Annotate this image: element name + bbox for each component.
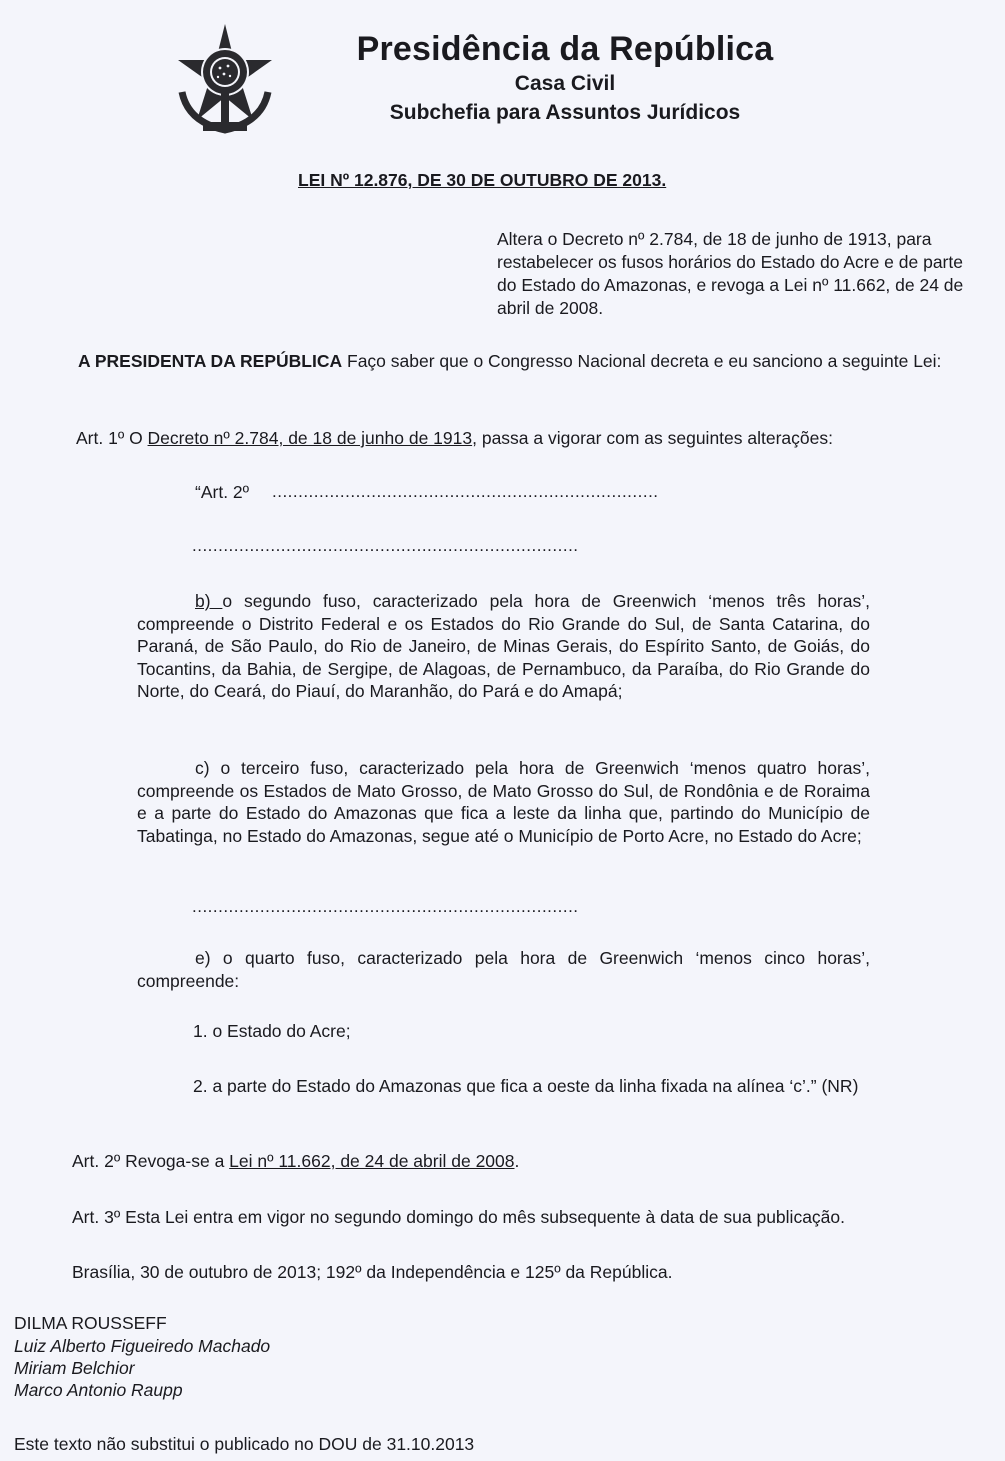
brazil-coat-of-arms-icon	[168, 22, 282, 136]
article-2-prefix: Art. 2º Revoga-se a	[72, 1151, 230, 1171]
preamble-text: Faço saber que o Congresso Nacional decreta e eu sanciono a seguinte Lei:	[342, 351, 942, 371]
subdepartment-name: Subchefia para Assuntos Jurídicos	[389, 101, 741, 124]
article-2	[72, 1151, 519, 1172]
department-name: Casa Civil	[514, 72, 616, 95]
minister-signature: Miriam Belchior	[14, 1358, 135, 1378]
item-b-label: b)	[195, 591, 223, 611]
item-e-sub-1: 1. o Estado do Acre;	[193, 1021, 351, 1041]
page-title: Presidência da República	[356, 30, 774, 68]
footer-note: Este texto não substitui o publicado no DOU de 31.10.2013	[14, 1434, 475, 1454]
quoted-art-2-label: “Art. 2º	[195, 482, 250, 502]
revoked-law-link[interactable]: Lei nº 11.662, de 24 de abril de 2008	[229, 1151, 515, 1171]
ellipsis-line: ..........................................................................	[272, 482, 659, 501]
ementa: Altera o Decreto nº 2.784, de 18 de junho de 1913, para restabelecer os fusos horários do Estado do Acre e de parte do Estado do Amazonas, e revoga a Lei nº 11.662, de 24 de abril de 2008.	[497, 229, 964, 318]
preamble	[20, 350, 993, 373]
article-1-prefix: Art. 1º O	[76, 428, 148, 448]
article-1-suffix: , passa a vigorar com as seguintes alterações:	[472, 428, 833, 448]
decree-link[interactable]: Decreto nº 2.784, de 18 de junho de 1913	[147, 428, 473, 448]
minister-signature: Luiz Alberto Figueiredo Machado	[14, 1336, 271, 1356]
article-2-suffix: .	[514, 1151, 520, 1171]
minister-signature: Marco Antonio Raupp	[14, 1380, 183, 1400]
ellipsis-line: ..........................................................................	[192, 897, 579, 916]
law-title: LEI Nº 12.876, DE 30 DE OUTUBRO DE 2013.	[298, 170, 667, 190]
item-b-text: o segundo fuso, caracterizado pela hora de Greenwich ‘menos três horas’, compreende o Distrito Federal e os Estados do Rio Grande do Sul, de Santa Catarina, do Paraná, de São Paulo, do Rio de Janeiro, de Minas Gerais, do Espírito Santo, de Goiás, do Tocantins, da Bahia, de Sergipe, de Alagoas, de Pernambuco, da Paraíba, do Rio Grande do Norte, do Ceará, do Piauí, do Maranhão, do Pará e do Amapá;	[137, 591, 870, 701]
item-e: e) o quarto fuso, caracterizado pela hora de Greenwich ‘menos cinco horas’, compreende:	[137, 948, 870, 991]
article-3: Art. 3º Esta Lei entra em vigor no segundo domingo do mês subsequente à data de sua publicação.	[72, 1207, 845, 1227]
president-signature: DILMA ROUSSEFF	[14, 1313, 167, 1333]
preamble-bold: A PRESIDENTA DA REPÚBLICA	[78, 351, 343, 371]
article-1	[76, 428, 833, 449]
closing-line: Brasília, 30 de outubro de 2013; 192º da Independência e 125º da República.	[72, 1262, 673, 1282]
item-e-sub-2: 2. a parte do Estado do Amazonas que fica a oeste da linha fixada na alínea ‘c’.” (NR)	[193, 1076, 859, 1096]
item-b	[137, 590, 870, 703]
ellipsis-line: ..........................................................................	[192, 536, 579, 555]
item-c: c) o terceiro fuso, caracterizado pela hora de Greenwich ‘menos quatro horas’, compreende os Estados de Mato Grosso, de Mato Grosso do Sul, de Rondônia e de Roraima e a parte do Estado do Amazonas que fica a leste da linha que, partindo do Município de Tabatinga, no Estado do Amazonas, segue até o Município de Porto Acre, no Estado do Acre;	[137, 758, 870, 846]
